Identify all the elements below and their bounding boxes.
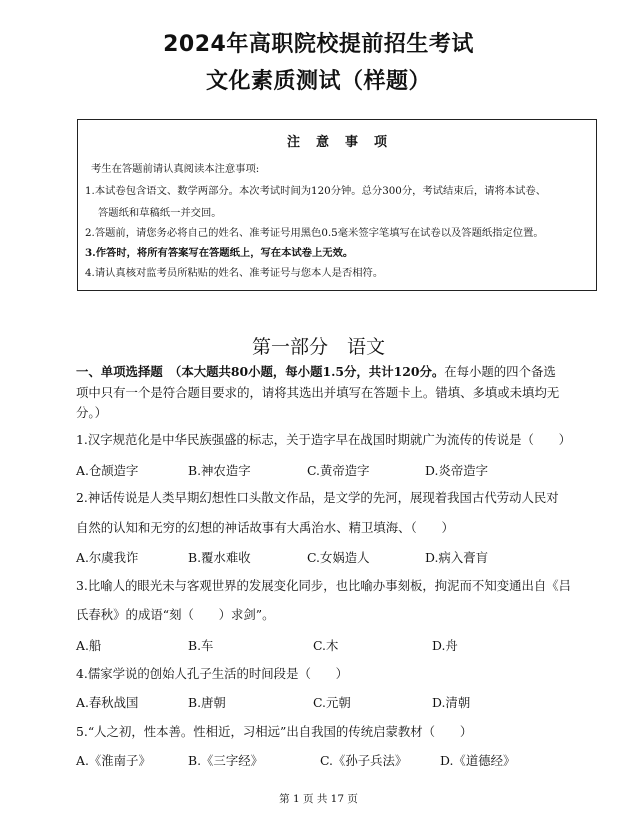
question-text: 5.“人之初，性本善。性相近，习相远”出自我国的传统启蒙教材（ ） [76,724,473,739]
notice-line: 答题纸和草稿纸一并交回。 [98,207,222,219]
option-a: A.船 [76,638,102,653]
option-a: A.《淮南子》 [76,753,151,768]
notice-line: 1.本试卷包含语文、数学两部分。本次考试时间为120分钟。总分300分，考试结束后，请将本试卷、 [85,185,547,197]
option-b: B.车 [188,638,214,653]
page-number: 第 1 页 共 17 页 [279,793,358,805]
question-text: 氏春秋》的成语“刻（ ）求剑”。 [76,607,275,622]
exam-title: 2024年高职院校提前招生考试 [163,32,474,57]
option-c: C.女娲造人 [307,550,370,565]
option-a: A.仓颉造字 [76,463,139,478]
option-b: B.《三字经》 [188,753,263,768]
question-text: 4.儒家学说的创始人孔子生活的时间段是（ ） [76,666,349,681]
option-d: D.舟 [432,638,458,653]
option-a: A.尔虞我诈 [76,550,139,565]
option-c: C.《孙子兵法》 [320,753,408,768]
option-b: B.唐朝 [188,695,226,710]
question-text: 1.汉字规范化是中华民族强盛的标志，关于造字早在战国时期就广为流传的传说是（ ） [76,432,572,447]
instructions-line: 分。） [76,405,107,420]
instructions-rest: 在每小题的四个备选 [444,364,556,379]
option-c: C.元朝 [313,695,351,710]
option-c: C.木 [313,638,339,653]
question-text: 2.神话传说是人类早期幻想性口头散文作品，是文学的先河，展现着我国古代劳动人民对 [76,490,559,505]
notice-line: 4.请认真核对监考员所粘贴的姓名、准考证号与您本人是否相符。 [85,267,384,279]
option-d: D.清朝 [432,695,471,710]
option-d: D.炎帝造字 [425,463,488,478]
option-d: D.《道德经》 [440,753,516,768]
question-text: 自然的认知和无穷的幻想的神话故事有大禹治水、精卫填海、（ ） [76,520,454,535]
notice-line: 3.作答时，将所有答案写在答题纸上，写在本试卷上无效。 [85,247,354,259]
option-b: B.神农造字 [188,463,251,478]
option-b: B.覆水难收 [188,550,251,565]
option-a: A.春秋战国 [76,695,139,710]
option-c: C.黄帝造字 [307,463,370,478]
notice-box [77,119,597,291]
question-text: 3.比喻人的眼光未与客观世界的发展变化同步，也比喻办事刻板，拘泥而不知变通出自《吕 [76,578,572,593]
notice-line: 2.答题前，请您务必将自己的姓名、准考证号用黑色0.5毫米签字笔填写在试卷以及答题纸指定位置。 [85,227,544,239]
option-d: D.病入膏肓 [425,550,488,565]
instructions-line [76,363,556,381]
notice-line: 考生在答题前请认真阅读本注意事项: [91,163,260,175]
section-title: 第一部分 语文 [251,336,385,358]
notice-heading: 注意事项 [286,135,403,150]
exam-subtitle: 文化素质测试（样题） [205,69,431,94]
instructions-bold: 一、单项选择题 （本大题共80小题，每小题1.5分，共计120分。 [76,364,445,379]
instructions-line: 项中只有一个是符合题目要求的，请将其选出并填写在答题卡上。错填、多填或未填均无 [76,385,560,400]
